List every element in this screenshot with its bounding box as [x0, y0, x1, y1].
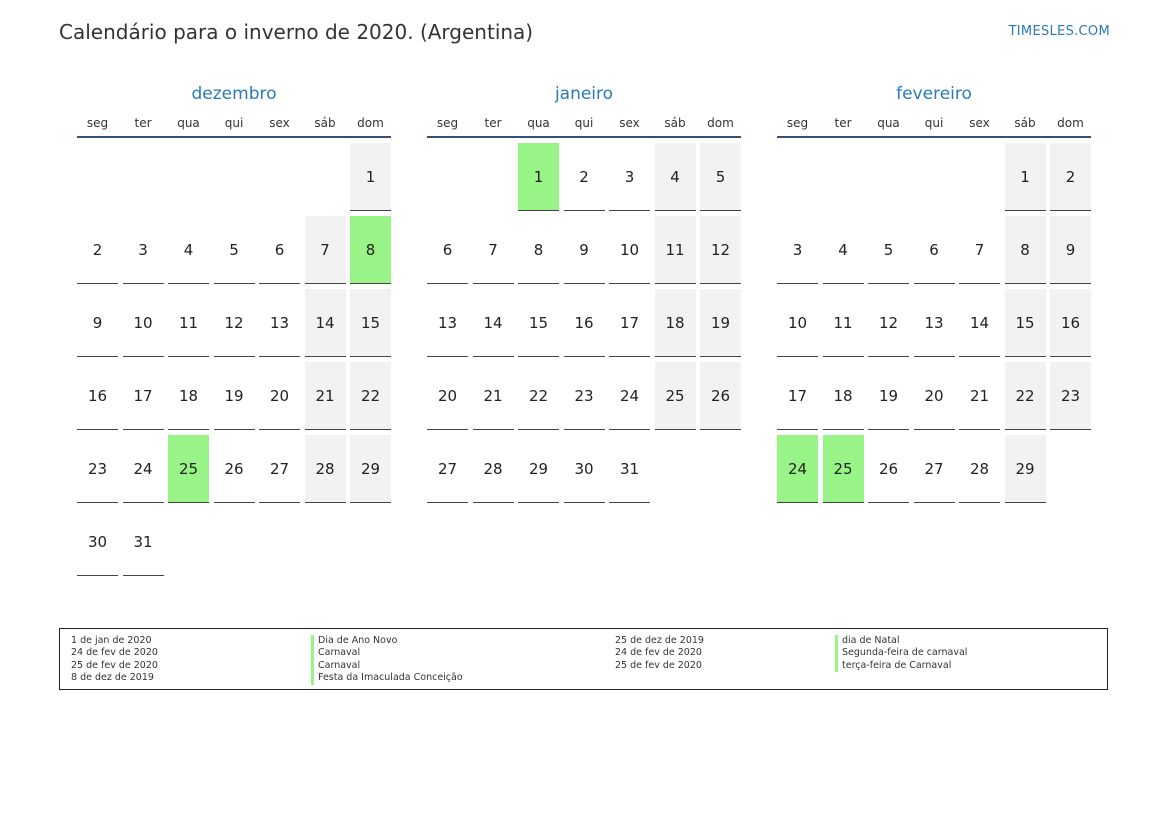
weekday-label: ter — [134, 116, 152, 130]
legend-right-dates — [615, 635, 704, 672]
day-cell: 18 — [655, 289, 696, 357]
day-cell: 6 — [427, 216, 468, 284]
month-dezembro — [77, 84, 391, 576]
weekday-label: dom — [1057, 116, 1084, 130]
legend-holiday-name: Carnaval — [311, 647, 463, 659]
legend-holiday-name: dia de Natal — [835, 635, 967, 647]
legend-holiday-name: terça-feira de Carnaval — [835, 660, 967, 672]
day-cell: 2 — [1050, 143, 1091, 211]
day-cell: 3 — [777, 216, 818, 284]
empty-cell — [168, 143, 209, 211]
legend-left-names — [311, 635, 463, 685]
day-cell: 22 — [518, 362, 559, 430]
day-cell: 19 — [214, 362, 255, 430]
day-cell: 4 — [168, 216, 209, 284]
day-cell-holiday: 8 — [350, 216, 391, 284]
day-cell: 29 — [518, 435, 559, 503]
day-cell: 13 — [427, 289, 468, 357]
day-cell: 9 — [1050, 216, 1091, 284]
legend-holiday-name: Dia de Ano Novo — [311, 635, 463, 647]
empty-cell — [259, 143, 300, 211]
day-cell: 23 — [564, 362, 605, 430]
day-cell: 20 — [259, 362, 300, 430]
legend-date: 25 de fev de 2020 — [615, 659, 702, 671]
day-cell: 29 — [1005, 435, 1046, 503]
empty-cell — [473, 143, 514, 211]
day-cell: 19 — [700, 289, 741, 357]
day-cell: 27 — [427, 435, 468, 503]
holiday-legend — [59, 628, 1108, 690]
weekday-label: seg — [786, 116, 809, 130]
weekday-label: sex — [619, 116, 640, 130]
day-cell: 2 — [77, 216, 118, 284]
day-cell: 2 — [564, 143, 605, 211]
legend-holiday-name: Carnaval — [311, 660, 463, 672]
legend-date: 24 de fev de 2020 — [71, 647, 158, 659]
day-cell: 31 — [609, 435, 650, 503]
day-cell: 11 — [655, 216, 696, 284]
day-cell: 6 — [914, 216, 955, 284]
empty-cell — [914, 143, 955, 211]
day-cell: 5 — [700, 143, 741, 211]
day-cell: 1 — [350, 143, 391, 211]
day-cell: 18 — [823, 362, 864, 430]
day-cell: 28 — [305, 435, 346, 503]
day-cell: 9 — [564, 216, 605, 284]
day-cell: 17 — [609, 289, 650, 357]
day-cell: 26 — [700, 362, 741, 430]
day-cell: 6 — [259, 216, 300, 284]
day-cell: 8 — [1005, 216, 1046, 284]
day-cell: 27 — [259, 435, 300, 503]
month-name: dezembro — [191, 84, 277, 104]
weekday-label: sex — [969, 116, 990, 130]
weekday-label: sáb — [314, 116, 336, 130]
day-cell: 15 — [518, 289, 559, 357]
day-cell: 20 — [914, 362, 955, 430]
day-cell: 25 — [655, 362, 696, 430]
weekday-label: ter — [484, 116, 502, 130]
day-cell: 10 — [609, 216, 650, 284]
weekday-label: seg — [436, 116, 459, 130]
day-cell-holiday: 25 — [168, 435, 209, 503]
empty-cell — [77, 143, 118, 211]
day-cell: 17 — [777, 362, 818, 430]
day-grid — [77, 143, 391, 576]
weekday-label: qui — [924, 116, 944, 130]
day-cell: 21 — [959, 362, 1000, 430]
day-cell: 22 — [1005, 362, 1046, 430]
weekday-label: sex — [269, 116, 290, 130]
day-cell: 13 — [259, 289, 300, 357]
weekday-label: sáb — [664, 116, 686, 130]
day-cell: 10 — [777, 289, 818, 357]
day-cell: 12 — [700, 216, 741, 284]
day-cell: 15 — [350, 289, 391, 357]
day-cell: 4 — [655, 143, 696, 211]
month-janeiro — [427, 84, 741, 503]
day-cell: 19 — [868, 362, 909, 430]
day-cell: 31 — [123, 508, 164, 576]
day-cell: 23 — [1050, 362, 1091, 430]
legend-holiday-name: Segunda-feira de carnaval — [835, 647, 967, 659]
day-cell: 12 — [214, 289, 255, 357]
day-cell: 5 — [214, 216, 255, 284]
month-fevereiro — [777, 84, 1091, 503]
weekday-label: qua — [177, 116, 200, 130]
weekday-label: sáb — [1014, 116, 1036, 130]
empty-cell — [427, 143, 468, 211]
weekday-header — [427, 116, 741, 138]
day-cell: 8 — [518, 216, 559, 284]
day-cell: 26 — [868, 435, 909, 503]
legend-date: 8 de dez de 2019 — [71, 672, 154, 684]
day-cell: 14 — [959, 289, 1000, 357]
day-cell-holiday: 24 — [777, 435, 818, 503]
day-cell: 21 — [305, 362, 346, 430]
day-cell: 24 — [123, 435, 164, 503]
day-cell: 15 — [1005, 289, 1046, 357]
day-grid — [427, 143, 741, 503]
legend-date: 24 de fev de 2020 — [615, 647, 702, 659]
weekday-header — [777, 116, 1091, 138]
empty-cell — [123, 143, 164, 211]
legend-right-names — [835, 635, 967, 672]
day-cell: 7 — [473, 216, 514, 284]
day-cell: 12 — [868, 289, 909, 357]
legend-date: 25 de fev de 2020 — [71, 659, 158, 671]
day-cell: 30 — [77, 508, 118, 576]
day-cell: 26 — [214, 435, 255, 503]
day-cell: 28 — [473, 435, 514, 503]
weekday-label: qua — [527, 116, 550, 130]
empty-cell — [868, 143, 909, 211]
day-cell: 23 — [77, 435, 118, 503]
weekday-label: qui — [574, 116, 594, 130]
day-cell: 21 — [473, 362, 514, 430]
weekday-label: dom — [357, 116, 384, 130]
day-cell: 30 — [564, 435, 605, 503]
weekday-label: qua — [877, 116, 900, 130]
day-cell: 17 — [123, 362, 164, 430]
day-cell: 5 — [868, 216, 909, 284]
day-cell: 16 — [564, 289, 605, 357]
day-cell-holiday: 25 — [823, 435, 864, 503]
day-cell: 14 — [305, 289, 346, 357]
brand-link[interactable]: TIMESLES.COM — [1008, 24, 1110, 39]
weekday-label: ter — [834, 116, 852, 130]
empty-cell — [823, 143, 864, 211]
day-cell: 9 — [77, 289, 118, 357]
day-cell: 7 — [305, 216, 346, 284]
day-cell: 3 — [609, 143, 650, 211]
legend-left-dates — [71, 635, 158, 685]
weekday-header — [77, 116, 391, 138]
day-cell: 3 — [123, 216, 164, 284]
day-cell: 11 — [168, 289, 209, 357]
day-cell: 18 — [168, 362, 209, 430]
day-cell: 29 — [350, 435, 391, 503]
day-cell: 11 — [823, 289, 864, 357]
weekday-label: seg — [86, 116, 109, 130]
day-cell: 16 — [1050, 289, 1091, 357]
day-cell: 20 — [427, 362, 468, 430]
page-title: Calendário para o inverno de 2020. (Argentina) — [59, 20, 534, 44]
day-cell: 16 — [77, 362, 118, 430]
day-cell: 22 — [350, 362, 391, 430]
legend-date: 25 de dez de 2019 — [615, 635, 704, 646]
empty-cell — [777, 143, 818, 211]
day-grid — [777, 143, 1091, 503]
month-name: janeiro — [554, 84, 614, 104]
day-cell: 13 — [914, 289, 955, 357]
day-cell: 10 — [123, 289, 164, 357]
month-name: fevereiro — [896, 84, 972, 104]
legend-holiday-name: Festa da Imaculada Conceição — [311, 672, 463, 684]
weekday-label: qui — [224, 116, 244, 130]
day-cell: 24 — [609, 362, 650, 430]
day-cell: 28 — [959, 435, 1000, 503]
weekday-label: dom — [707, 116, 734, 130]
empty-cell — [959, 143, 1000, 211]
day-cell: 1 — [1005, 143, 1046, 211]
day-cell-holiday: 1 — [518, 143, 559, 211]
day-cell: 7 — [959, 216, 1000, 284]
day-cell: 4 — [823, 216, 864, 284]
empty-cell — [214, 143, 255, 211]
legend-date: 1 de jan de 2020 — [71, 635, 152, 646]
empty-cell — [305, 143, 346, 211]
day-cell: 27 — [914, 435, 955, 503]
day-cell: 14 — [473, 289, 514, 357]
